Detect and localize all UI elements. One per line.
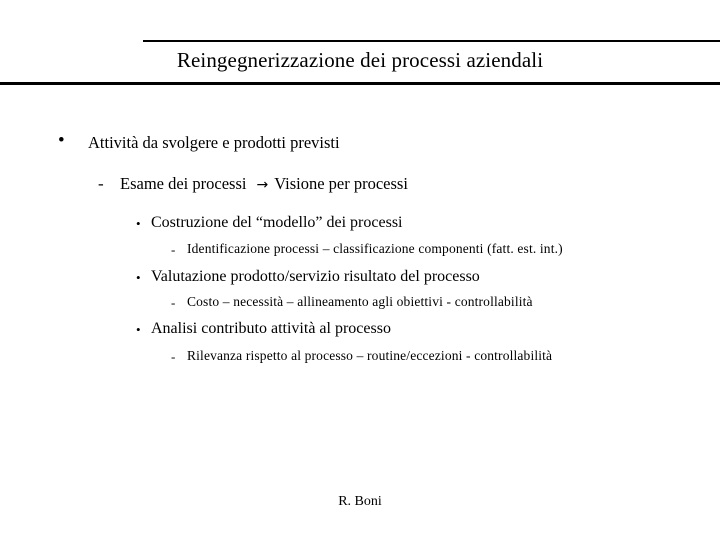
footer-author: R. Boni — [338, 494, 382, 509]
item-3-text: Analisi contributo attività al processo — [151, 320, 391, 337]
slide-title: Reingegnerizzazione dei processi aziendali — [176, 48, 544, 72]
level2-text-right: Visione per processi — [274, 174, 408, 193]
title-bottom-rule — [0, 82, 720, 85]
level2-text-left: Esame dei processi — [120, 174, 247, 193]
item-2-subtext: Costo – necessità – allineamento agli obiettivi - controllabilità — [187, 294, 533, 309]
bullet-level3-icon: • — [136, 270, 141, 285]
arrow-right-icon: → — [256, 177, 269, 193]
dash-level4: - — [171, 295, 176, 310]
item-2-text: Valutazione prodotto/servizio risultato del processo — [151, 268, 480, 285]
dash-level2: - — [98, 174, 104, 193]
bullet-level3-icon: • — [136, 322, 141, 337]
item-3-subtext: Rilevanza rispetto al processo – routine/eccezioni - controllabilità — [187, 348, 553, 363]
title-top-rule — [143, 40, 720, 42]
bullet-level3-icon: • — [136, 216, 141, 231]
dash-level4: - — [171, 349, 176, 364]
item-1-text: Costruzione del “modello” dei processi — [151, 214, 403, 231]
dash-level4: - — [171, 242, 176, 257]
level2-line — [120, 174, 408, 194]
level1-text: Attività da svolgere e prodotti previsti — [88, 133, 340, 152]
item-1-subtext: Identificazione processi – classificazione componenti (fatt. est. int.) — [187, 241, 563, 256]
bullet-level1-icon: • — [58, 130, 65, 151]
